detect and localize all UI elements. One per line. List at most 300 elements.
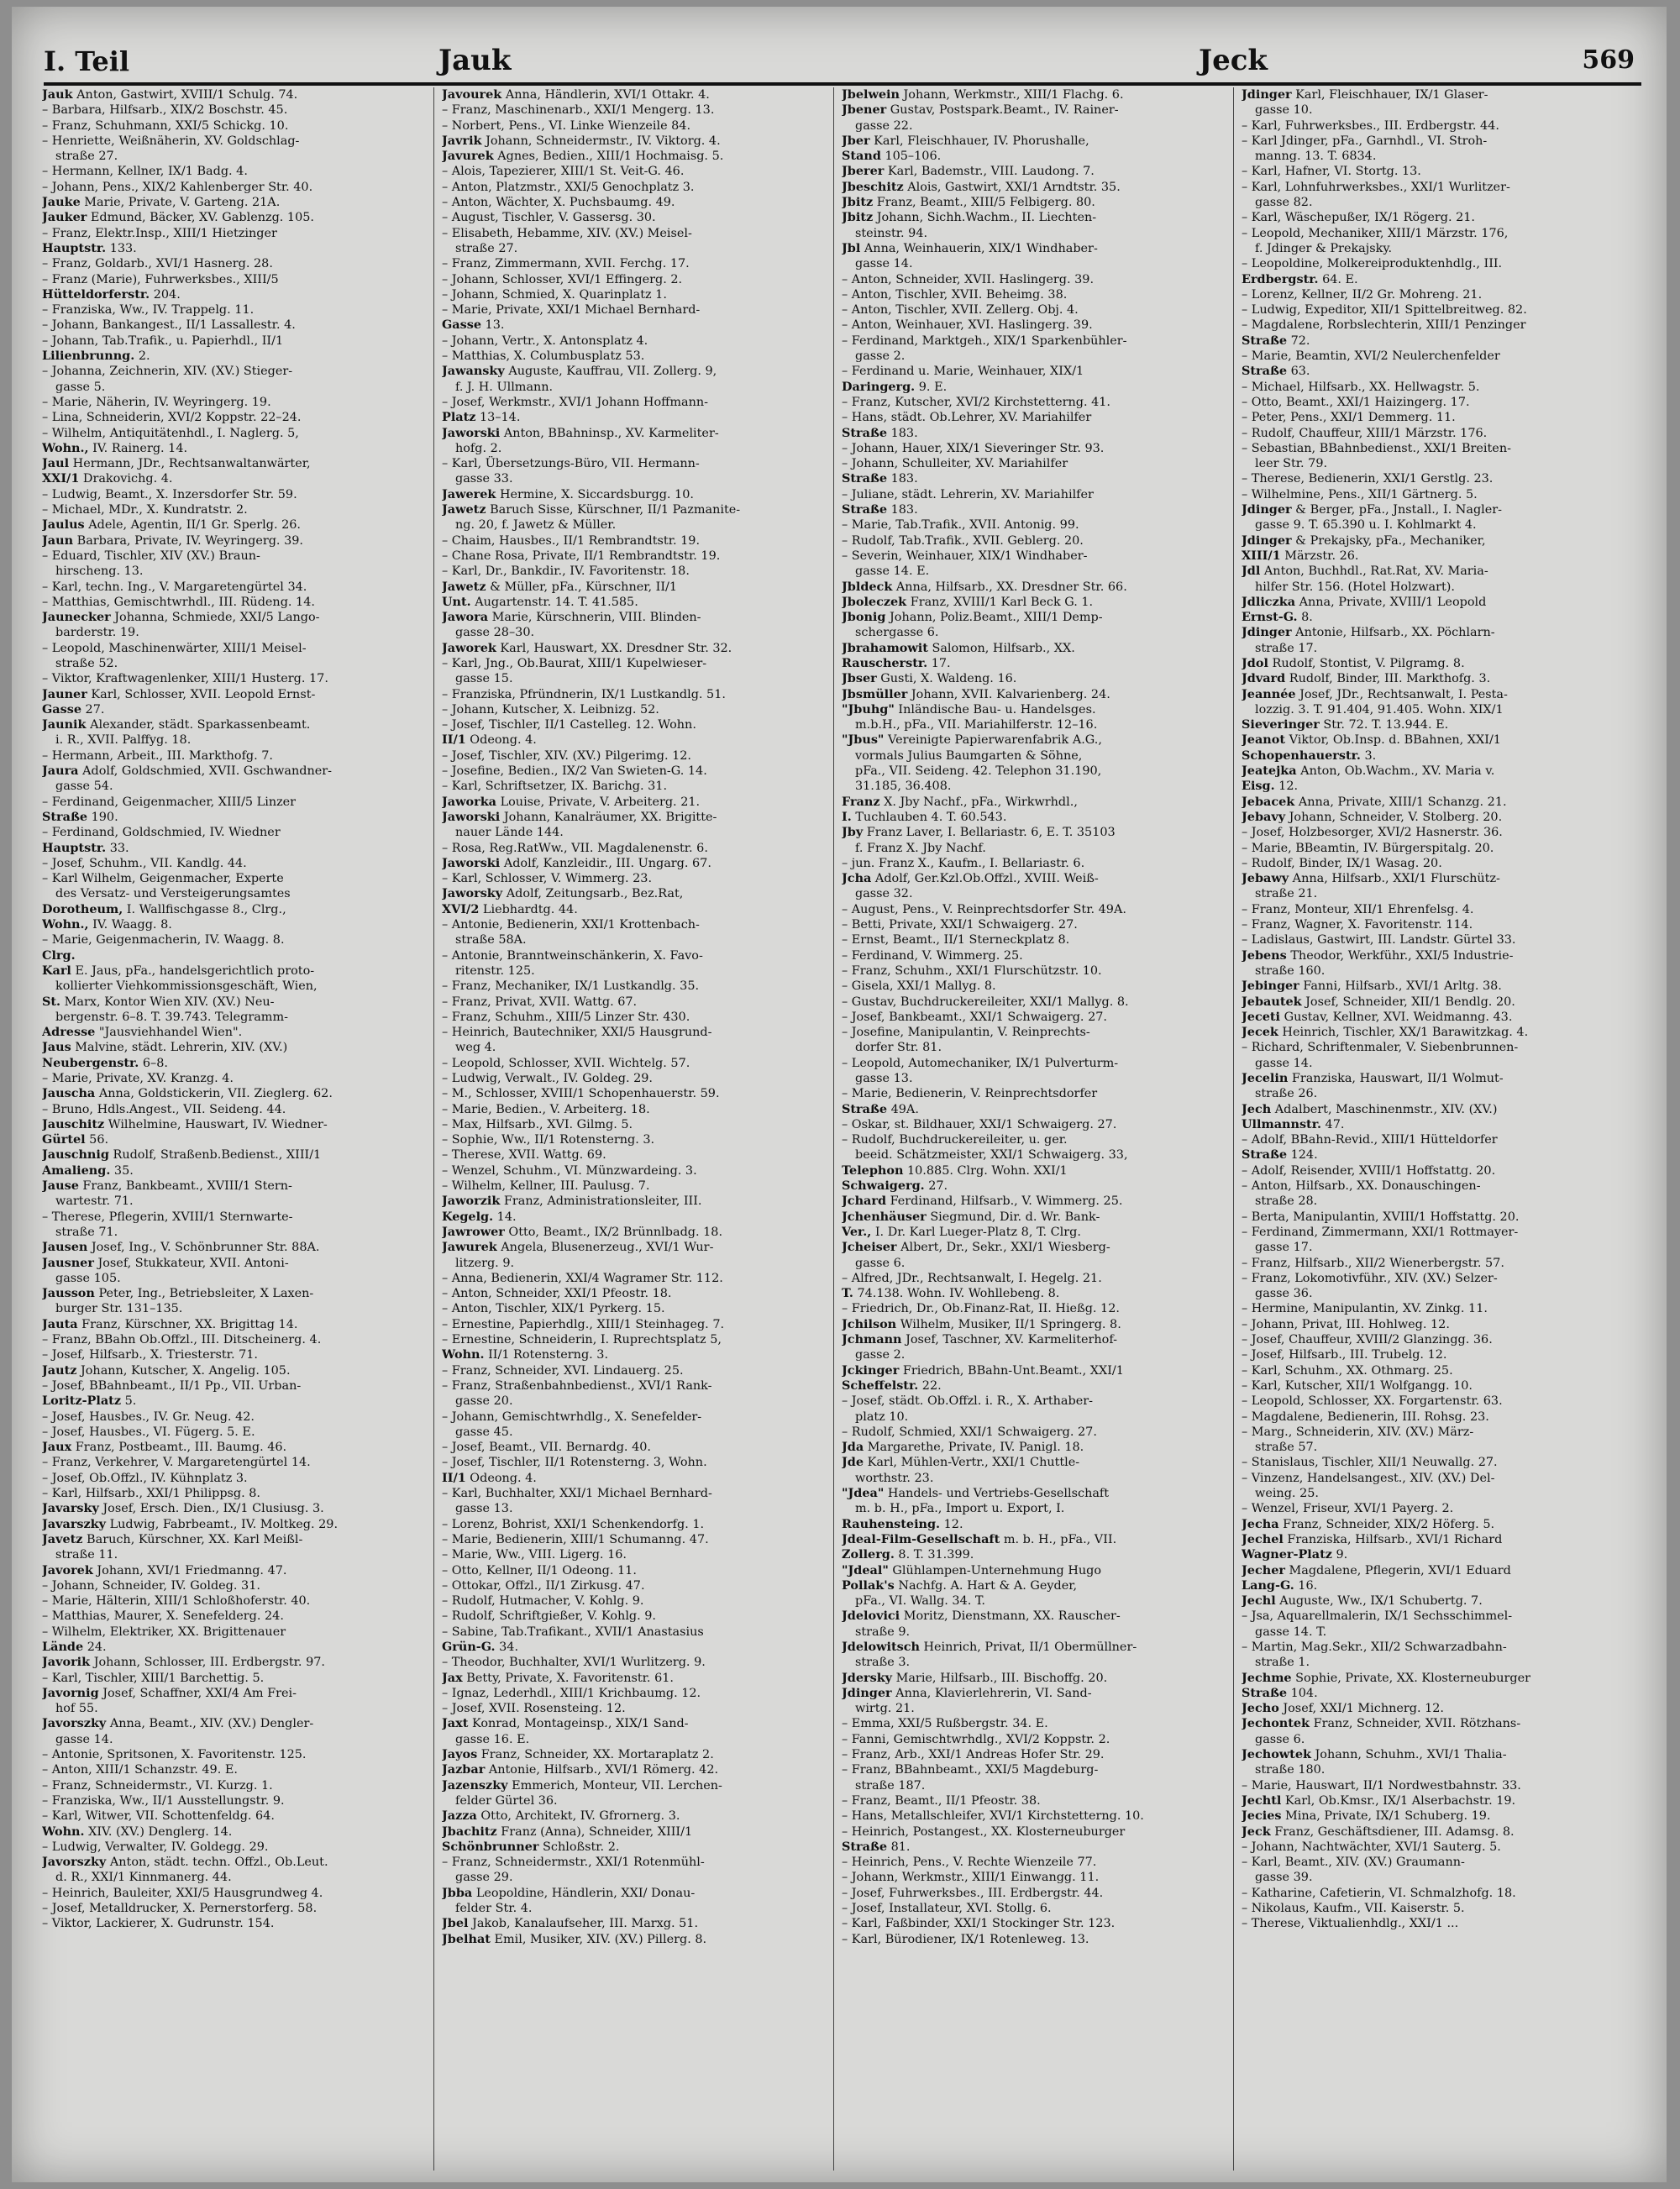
directory-entry-line: – Johann, Hauer, XIX/1 Sieveringer Str. 93. [842, 441, 1105, 455]
directory-entry-line: Hauptstr. 133. [42, 240, 137, 255]
directory-entry-line: Jebavy Johann, Schneider, V. Stolberg. 20. [1242, 809, 1503, 824]
directory-entry-line: steinstr. 94. [855, 226, 928, 240]
directory-entry-line: Jauker Edmund, Bäcker, XV. Gablenzg. 105. [42, 210, 314, 225]
directory-entry-line: gasse 14. [1255, 1056, 1313, 1070]
directory-entry-line: Jbldeck Anna, Hilfsarb., XX. Dresdner Str. 66. [842, 579, 1127, 594]
directory-entry-line: – Karl, Dr., Bankdir., IV. Favoritenstr. 18. [442, 564, 690, 579]
directory-entry-line: – Rudolf, Chauffeur, XIII/1 Märzstr. 176. [1242, 426, 1488, 440]
directory-entry-line: straße 180. [1255, 1763, 1326, 1777]
directory-entry-line: Jeck Franz, Geschäftsdiener, III. Adamsg. 8. [1242, 1824, 1515, 1839]
directory-entry-line: – August, Tischler, V. Gassersg. 30. [442, 211, 656, 225]
column-2 [442, 87, 824, 2171]
directory-entry-line: Straße 72. [1242, 333, 1310, 348]
directory-entry-line: – Ferdinand, Marktgeh., XIX/1 Sparkenbühler- [842, 333, 1127, 348]
column-divider [833, 87, 834, 2171]
directory-entry-line: – jun. Franz X., Kaufm., I. Bellariastr. 6. [842, 856, 1085, 870]
directory-entry-line: – Wilhelm, Elektriker, XX. Brigittenauer [42, 1625, 286, 1639]
right-running-head: Jeck [1199, 44, 1268, 77]
directory-entry-line: beeid. Schätzmeister, XXI/1 Schwaigerg. 33, [855, 1148, 1128, 1163]
directory-entry-line: – Ignaz, Lederhdl., XIII/1 Krichbaumg. 12. [442, 1686, 701, 1700]
directory-entry-line: – Fanni, Gemischtwrhdlg., XVI/2 Koppstr. 2. [842, 1732, 1110, 1746]
directory-entry-line: manng. 13. T. 6834. [1255, 150, 1377, 164]
directory-entry-line: Jebinger Fanni, Hilfsarb., XVI/1 Arltg. 38. [1242, 979, 1502, 994]
directory-entry-line: – Johann, Vertr., X. Antonsplatz 4. [442, 333, 648, 348]
directory-entry-line: Jbener Gustav, Postspark.Beamt., IV. Rainer- [842, 102, 1119, 118]
directory-entry-line: – Marie, Ww., VIII. Ligerg. 16. [442, 1548, 627, 1562]
directory-entry-line: Jaworek Karl, Hauswart, XX. Dresdner Str. 32. [442, 640, 732, 655]
directory-entry-line: Platz 13–14. [442, 410, 521, 425]
directory-entry-line: – Chane Rosa, Private, II/1 Rembrandtstr. 19. [442, 549, 721, 563]
directory-entry-line: Jcha Adolf, Ger.Kzl.Ob.Offzl., XVIII. Weiß- [842, 871, 1099, 886]
directory-entry-line: Ver., I. Dr. Karl Lueger-Platz 8, T. Clrg. [842, 1224, 1081, 1239]
directory-entry-line: – Franz, Arb., XXI/1 Andreas Hofer Str. 29. [842, 1748, 1105, 1762]
directory-entry-line: – Sabine, Tab.Trafikant., XVII/1 Anastasius [442, 1625, 704, 1639]
directory-page [12, 7, 1667, 2182]
directory-entry-line: Clrg. [42, 948, 76, 963]
directory-entry-line: Jauschnig Rudolf, Straßenb.Bedienst., XIII/1 [42, 1147, 322, 1163]
directory-entry-line: – Josef, XVII. Rosensteing. 12. [442, 1702, 626, 1716]
directory-entry-line: straße 3. [855, 1656, 911, 1670]
directory-entry-line: – Leopold, Maschinenwärter, XIII/1 Meisel- [42, 641, 307, 655]
directory-entry-line: Jbachitz Franz (Anna), Schneider, XIII/1 [442, 1824, 693, 1839]
directory-entry-line: – Marie, Bedienerin, XIII/1 Schumanng. 47. [442, 1532, 709, 1546]
directory-entry-line: Wohn. II/1 Rotensterng. 3. [442, 1347, 609, 1362]
directory-entry-line: – Betti, Private, XXI/1 Schwaigerg. 27. [842, 918, 1078, 932]
directory-entry-line: Daringerg. 9. E. [842, 379, 948, 394]
directory-entry-line: – Rudolf, Buchdruckereileiter, u. ger. [842, 1133, 1068, 1147]
directory-entry-line: – Josef, Hilfsarb., III. Trubelg. 12. [1242, 1348, 1447, 1362]
directory-entry-line: Gasse 27. [42, 701, 105, 717]
directory-entry-line: Jbelwein Johann, Werkmstr., XIII/1 Flachg. 6. [842, 87, 1124, 102]
directory-entry-line: – Juliane, städt. Lehrerin, XV. Mariahilfer [842, 487, 1094, 501]
directory-entry-line: – Karl, Tischler, XIII/1 Barchettig. 5. [42, 1671, 265, 1685]
directory-entry-line: Jbelhat Emil, Musiker, XIV. (XV.) Pillerg. 8. [442, 1931, 707, 1946]
directory-entry-line: – Leopold, Mechaniker, XIII/1 Märzstr. 176, [1242, 226, 1509, 240]
directory-entry-line: pFa., VI. Wallg. 34. T. [855, 1594, 985, 1609]
directory-entry-line: gasse 14. [55, 1732, 113, 1746]
directory-entry-line: – Rudolf, Schriftgießer, V. Kohlg. 9. [442, 1609, 657, 1624]
directory-entry-line: straße 52. [55, 656, 118, 670]
directory-entry-line: – Josef, Hausbes., IV. Gr. Neug. 42. [42, 1409, 255, 1424]
directory-entry-line: – Josef, Bankbeamt., XXI/1 Schwaigerg. 27. [842, 1010, 1107, 1024]
directory-entry-line: Jechowtek Johann, Schuhm., XVI/1 Thalia- [1242, 1747, 1507, 1762]
directory-entry-line: – Hermine, Manipulantin, XV. Zinkg. 11. [1242, 1302, 1488, 1316]
directory-entry-line: gasse 14. T. [1255, 1625, 1327, 1639]
directory-entry-line: gasse 33. [455, 472, 513, 486]
directory-entry-line: platz 10. [855, 1409, 909, 1424]
directory-entry-line: – Anton, Tischler, XIX/1 Pyrkerg. 15. [442, 1302, 665, 1316]
directory-entry-line: Jbrahamowit Salomon, Hilfsarb., XX. [842, 640, 1075, 655]
directory-entry-line: – M., Schlosser, XVIII/1 Schopenhauerstr. 59. [442, 1087, 720, 1101]
directory-entry-line: Jebens Theodor, Werkführ., XXI/5 Industrie- [1242, 948, 1514, 963]
directory-entry-line: Eisg. 12. [1242, 779, 1299, 794]
directory-entry-line: St. Marx, Kontor Wien XIV. (XV.) Neu- [42, 994, 275, 1009]
directory-entry-line: Jdl Anton, Buchhdl., Rat.Rat, XV. Maria- [1242, 564, 1488, 579]
directory-entry-line: gasse 22. [855, 118, 913, 133]
directory-entry-line: Jechontek Franz, Schneider, XVII. Rötzhans- [1242, 1716, 1521, 1731]
directory-entry-line: – Ferdinand, Zimmermann, XXI/1 Rottmayer- [1242, 1225, 1519, 1239]
directory-entry-line: – Ferdinand, V. Wimmerg. 25. [842, 948, 1023, 963]
directory-entry-line: – Richard, Schriftenmaler, V. Siebenbrunnen- [1242, 1041, 1519, 1055]
directory-entry-line: – Anton, Wächter, X. Puchsbaumg. 49. [442, 196, 675, 210]
page-number: 569 [1582, 45, 1635, 75]
directory-entry-line: – Josef, städt. Ob.Offzl. i. R., X. Arthaber- [842, 1394, 1093, 1409]
directory-entry-line: – Anton, Schneider, XVII. Haslingerg. 39. [842, 272, 1095, 286]
directory-entry-line: – Heinrich, Postangest., XX. Klosterneuburger [842, 1824, 1126, 1839]
directory-entry-line: Jauner Karl, Schlosser, XVII. Leopold Ernst- [42, 686, 316, 701]
directory-entry-line: – Karl, Schriftsetzer, IX. Barichg. 31. [442, 780, 668, 794]
directory-entry-line: gasse 28–30. [455, 626, 535, 640]
directory-entry-line: gasse 16. E. [455, 1732, 530, 1746]
directory-entry-line: f. Franz X. Jby Nachf. [855, 841, 986, 855]
directory-entry-line: Jecelin Franziska, Hauswart, II/1 Wolmut- [1242, 1071, 1504, 1085]
directory-entry-line: Jchenhäuser Siegmund, Dir. d. Wr. Bank- [842, 1209, 1100, 1224]
directory-entry-line: – Ferdinand, Goldschmied, IV. Wiedner [42, 826, 281, 840]
directory-entry-line: Jawetz Baruch Sisse, Kürschner, II/1 Pazmanite- [442, 502, 741, 517]
directory-entry-line: gasse 6. [1255, 1732, 1305, 1746]
directory-entry-line: – Heinrich, Bauleiter, XXI/5 Hausgrundweg 4. [42, 1886, 323, 1900]
directory-entry-line: Jda Margarethe, Private, IV. Panigl. 18. [842, 1440, 1084, 1455]
directory-entry-line: – Antonie, Bedienerin, XXI/1 Krottenbach- [442, 918, 700, 932]
directory-entry-line: Straße 183. [842, 425, 918, 440]
directory-entry-line: Jaun Barbara, Private, IV. Weyringerg. 39. [42, 533, 303, 548]
directory-entry-line: Jeannée Josef, JDr., Rechtsanwalt, I. Pesta- [1242, 686, 1508, 701]
directory-entry-line: straße 27. [455, 241, 518, 255]
directory-entry-line: gasse 17. [1255, 1241, 1313, 1255]
directory-entry-line: – Karl, Hilfsarb., XXI/1 Philippsg. 8. [42, 1487, 261, 1501]
directory-entry-line: – Josefine, Manipulantin, V. Reinprechts- [842, 1026, 1090, 1040]
directory-entry-line: – Franz, Schneider, XVI. Lindauerg. 25. [442, 1363, 684, 1378]
directory-entry-line: – Johann, Bankangest., II/1 Lassallestr. 4. [42, 318, 296, 333]
directory-entry-line: – Anton, Tischler, XVII. Beheimg. 38. [842, 287, 1068, 302]
directory-entry-line: – Franziska, Ww., IV. Trappelg. 11. [42, 303, 255, 318]
directory-entry-line: – Rudolf, Schmied, XXI/1 Schwaigerg. 27. [842, 1425, 1097, 1439]
directory-entry-line: Jby Franz Laver, I. Bellariastr. 6, E. T. 35103 [842, 825, 1116, 840]
directory-entry-line: Javurek Agnes, Bedien., XIII/1 Hochmaisg. 5. [442, 149, 724, 164]
left-running-head: Jauk [438, 44, 512, 77]
directory-entry-line: hof 55. [55, 1702, 98, 1716]
directory-entry-line: Unt. Augartenstr. 14. T. 41.585. [442, 594, 638, 609]
directory-entry-line: II/1 Odeong. 4. [442, 732, 537, 748]
directory-entry-line: hofg. 2. [455, 441, 502, 455]
directory-entry-line: – Leopold, Schlosser, XX. Forgartenstr. 63. [1242, 1394, 1503, 1409]
directory-entry-line: – Karl, Übersetzungs-Büro, VII. Hermann- [442, 457, 700, 471]
directory-entry-line: gasse 9. T. 65.390 u. I. Kohlmarkt 4. [1255, 518, 1477, 533]
directory-entry-line: – Leopoldine, Molkereiproduktenhdlg., III. [1242, 257, 1503, 271]
directory-entry-line: Jaunecker Johanna, Schmiede, XXI/5 Lango- [42, 610, 320, 625]
directory-entry-line: – Magdalene, Rorbslechterin, XIII/1 Penzinger [1242, 318, 1526, 333]
directory-entry-line: bergenstr. 6–8. T. 39.743. Telegramm- [55, 1010, 288, 1024]
directory-entry-line: Ernst-G. 8. [1242, 610, 1313, 625]
directory-entry-line: Jbser Gusti, X. Waldeng. 16. [842, 671, 1017, 686]
directory-entry-line: – Karl, Bürodiener, IX/1 Rotenleweg. 13. [842, 1932, 1089, 1946]
directory-entry-line: – Martin, Mag.Sekr., XII/2 Schwarzadbahn- [1242, 1640, 1507, 1654]
directory-entry-line: – Rosa, Reg.RatWw., VII. Magdalenenstr. 6. [442, 841, 708, 855]
directory-entry-line: – Josef, Metalldrucker, X. Pernerstorferg. 58. [42, 1902, 318, 1916]
directory-entry-line: burger Str. 131–135. [55, 1302, 183, 1316]
directory-entry-line: Jdvard Rudolf, Binder, III. Markthofg. 3. [1242, 671, 1491, 686]
directory-entry-line: Jaworski Johann, Kanalräumer, XX. Brigitte- [442, 809, 717, 824]
directory-entry-line: Straße 124. [1242, 1147, 1318, 1163]
directory-entry-line: – Franz, Schuhm., XIII/5 Linzer Str. 430. [442, 1010, 690, 1024]
directory-entry-line: Jbl Anna, Weinhauerin, XIX/1 Windhaber- [842, 240, 1098, 255]
directory-entry-line: – Leopold, Schlosser, XVII. Wichtelg. 57. [442, 1056, 690, 1070]
directory-entry-line: – Alfred, JDr., Rechtsanwalt, I. Hegelg. 21. [842, 1271, 1102, 1285]
directory-entry-line: – Ladislaus, Gastwirt, III. Landstr. Gürtel 33. [1242, 933, 1516, 948]
directory-entry-line: Jbitz Johann, Sichh.Wachm., II. Liechten- [842, 210, 1097, 225]
directory-entry-line: – Leopold, Automechaniker, IX/1 Pulverturm- [842, 1056, 1119, 1070]
directory-entry-line: f. Jdinger & Prekajsky. [1255, 241, 1393, 255]
directory-entry-line: – Karl, Beamt., XIV. (XV.) Graumann- [1242, 1856, 1465, 1870]
directory-entry-line: straße 9. [855, 1625, 911, 1639]
directory-entry-line: Zollerg. 8. T. 31.399. [842, 1547, 974, 1562]
directory-entry-line: Javorek Johann, XVI/1 Friedmanng. 47. [42, 1562, 287, 1577]
directory-entry-line: wirtg. 21. [855, 1702, 915, 1716]
directory-entry-line: straße 187. [855, 1778, 926, 1793]
directory-entry-line: i. R., XVII. Palffyg. 18. [55, 733, 192, 748]
column-divider [1233, 87, 1234, 2171]
directory-entry-line: Dorotheum, I. Wallfischgasse 8., Clrg., [42, 901, 286, 916]
directory-entry-line: Gürtel 56. [42, 1132, 109, 1147]
directory-entry-line: Jeatejka Anton, Ob.Wachm., XV. Maria v. [1242, 764, 1495, 779]
directory-entry-line: – Therese, Pflegerin, XVIII/1 Sternwarte- [42, 1210, 293, 1224]
directory-entry-line: – Franz, Schuhmann, XXI/5 Schickg. 10. [42, 118, 289, 133]
directory-entry-line: – Karl, Fuhrwerksbes., III. Erdbergstr. 44. [1242, 118, 1499, 133]
directory-entry-line: – Ernestine, Papierhdlg., XIII/1 Steinhageg. 7. [442, 1317, 725, 1331]
directory-entry-line: – Hans, Metallschleifer, XVI/1 Kirchstetterng. 10. [842, 1809, 1144, 1824]
directory-entry-line: – Chaim, Hausbes., II/1 Rembrandtstr. 19. [442, 533, 701, 548]
directory-entry-line: Straße 63. [1242, 364, 1310, 379]
directory-entry-line: Jbitz Franz, Beamt., XIII/5 Felbigerg. 80. [842, 195, 1095, 210]
directory-entry-line: Jdelovici Moritz, Dienstmann, XX. Rauscher- [842, 1609, 1121, 1624]
directory-entry-line: – Josef, Hilfsarb., X. Triesterstr. 71. [42, 1348, 258, 1362]
directory-entry-line: Jberer Karl, Bademstr., VIII. Laudong. 7. [842, 164, 1095, 179]
directory-entry-line: Javornig Josef, Schaffner, XXI/4 Am Frei- [42, 1685, 297, 1700]
directory-entry-line: weg 4. [455, 1041, 496, 1055]
directory-entry-line: Jecho Josef, XXI/1 Michnerg. 12. [1242, 1701, 1444, 1716]
directory-entry-line: – Johann, Schulleiter, XV. Mariahilfer [842, 457, 1068, 471]
directory-entry-line: – Karl, Kutscher, XII/1 Wolfgangg. 10. [1242, 1378, 1473, 1393]
directory-entry-line: – Josef, Werkmstr., XVI/1 Johann Hoffmann- [442, 395, 708, 409]
directory-entry-line: – Franz, Hilfsarb., XII/2 Wienerbergstr. 57. [1242, 1256, 1504, 1270]
directory-entry-line: weing. 25. [1255, 1487, 1319, 1501]
directory-entry-line: – Karl, Schlosser, V. Wimmerg. 23. [442, 872, 653, 886]
directory-entry-line: – Ludwig, Beamt., X. Inzersdorfer Str. 59. [42, 487, 297, 501]
directory-entry-line: Kegelg. 14. [442, 1209, 517, 1224]
directory-entry-line: straße 11. [55, 1548, 118, 1562]
directory-entry-line: felder Str. 4. [455, 1902, 533, 1916]
directory-entry-line: – Antonie, Spritsonen, X. Favoritenstr. 125. [42, 1748, 307, 1762]
directory-entry-line: – Johann, Privat, III. Hohlweg. 12. [1242, 1317, 1450, 1331]
directory-entry-line: – Johann, Kutscher, X. Leibnizg. 52. [442, 702, 659, 717]
directory-entry-line: Jawetz & Müller, pFa., Kürschner, II/1 [442, 579, 678, 594]
directory-entry-line: gasse 29. [455, 1871, 513, 1885]
directory-entry-line: – Karl, Jng., Ob.Baurat, XIII/1 Kupelwieser- [442, 656, 707, 670]
directory-entry-line: – Adolf, BBahn-Revid., XIII/1 Hütteldorfer [1242, 1133, 1498, 1147]
directory-entry-line: dorfer Str. 81. [855, 1041, 942, 1055]
directory-entry-line: – Hermann, Arbeit., III. Markthofg. 7. [42, 748, 273, 763]
directory-entry-line: – Elisabeth, Hebamme, XIV. (XV.) Meisel- [442, 226, 692, 240]
directory-entry-line: – Josef, Tischler, XIV. (XV.) Pilgerimg. 12. [442, 748, 691, 763]
directory-entry-line: Jbeschitz Alois, Gastwirt, XXI/1 Arndtstr. 35. [842, 179, 1121, 194]
directory-entry-line: – Bruno, Hdls.Angest., VII. Seideng. 44. [42, 1102, 286, 1116]
directory-entry-line: – Franz, Schneidermstr., VI. Kurzg. 1. [42, 1778, 273, 1793]
directory-entry-line: – Nikolaus, Kaufm., VII. Kaiserstr. 5. [1242, 1902, 1465, 1916]
directory-entry-line: Jber Karl, Fleischhauer, IV. Phorushalle, [842, 133, 1089, 148]
directory-entry-line: gasse 5. [55, 380, 106, 394]
directory-entry-line: gasse 14. E. [855, 564, 930, 579]
directory-entry-line: m.b.H., pFa., VII. Mariahilferstr. 12–16. [855, 718, 1098, 732]
directory-entry-line: Jbel Jakob, Kanalaufseher, III. Marxg. 51. [442, 1916, 699, 1931]
directory-entry-line: – Anton, Schneider, XXI/1 Pfeostr. 18. [442, 1287, 672, 1301]
directory-entry-line: Jechel Franziska, Hilfsarb., XVI/1 Richard [1242, 1531, 1503, 1546]
directory-entry-line: – Wenzel, Schuhm., VI. Münzwardeing. 3. [442, 1163, 697, 1178]
directory-entry-line: barderstr. 19. [55, 626, 139, 640]
directory-entry-line: Pollak's Nachfg. A. Hart & A. Geyder, [842, 1577, 1078, 1593]
directory-entry-line: Jechme Sophie, Private, XX. Klosterneuburger [1242, 1670, 1530, 1685]
directory-entry-line: – Anton, Platzmstr., XXI/5 Genochplatz 3. [442, 180, 695, 194]
directory-entry-line: Jazenszky Emmerich, Monteur, VII. Lerchen- [442, 1777, 722, 1793]
directory-entry-line: – Michael, MDr., X. Kundratstr. 2. [42, 503, 248, 517]
directory-entry-line: Lilienbrunng. 2. [42, 349, 150, 364]
directory-entry-line: Jbsmüller Johann, XVII. Kalvarienberg. 24. [842, 686, 1110, 701]
directory-entry-line: – Vinzenz, Handelsangest., XIV. (XV.) Del- [1242, 1471, 1495, 1485]
directory-entry-line: Jaworka Louise, Private, V. Arbeiterg. 21. [442, 794, 701, 809]
directory-entry-line: vormals Julius Baumgarten & Söhne, [855, 748, 1083, 763]
directory-entry-line: – Antonie, Branntweinschänkerin, X. Favo- [442, 948, 703, 963]
directory-entry-line: gasse 105. [55, 1271, 121, 1285]
directory-entry-line: gasse 15. [455, 672, 513, 686]
directory-entry-line: – Karl, Hafner, VI. Stortg. 13. [1242, 165, 1421, 179]
directory-entry-line: Jaunik Alexander, städt. Sparkassenbeamt. [42, 717, 311, 732]
directory-entry-line: – Ernst, Beamt., II/1 Sterneckplatz 8. [842, 933, 1070, 948]
directory-entry-line: – Marie, Bedien., V. Arbeiterg. 18. [442, 1102, 650, 1116]
directory-entry-line: Jawerek Hermine, X. Siccardsburgg. 10. [442, 486, 694, 501]
directory-entry-line: Schopenhauerstr. 3. [1242, 748, 1377, 763]
directory-entry-line: ng. 20, f. Jawetz & Müller. [455, 518, 617, 533]
directory-entry-line: straße 26. [1255, 1087, 1318, 1101]
directory-entry-line: – Anton, XIII/1 Schanzstr. 49. E. [42, 1763, 238, 1777]
directory-entry-line: Jausner Josef, Stukkateur, XVII. Antoni- [42, 1255, 289, 1270]
directory-entry-line: – Michael, Hilfsarb., XX. Hellwagstr. 5. [1242, 380, 1480, 394]
directory-entry-line: Jause Franz, Bankbeamt., XVIII/1 Stern- [42, 1178, 292, 1194]
directory-entry-line: – Franz, Privat, XVII. Wattg. 67. [442, 995, 638, 1009]
directory-entry-line: – Viktor, Kraftwagenlenker, XIII/1 Husterg. 17. [42, 672, 328, 686]
directory-entry-line: Neubergenstr. 6–8. [42, 1055, 168, 1070]
directory-entry-line: – Johann, Pens., XIX/2 Kahlenberger Str. 40. [42, 180, 313, 194]
directory-entry-line: – Marie, BBeamtin, IV. Bürgerspitalg. 20. [1242, 841, 1494, 855]
directory-entry-line: Jebautek Josef, Schneider, XII/1 Bendlg. 20. [1242, 994, 1515, 1009]
directory-entry-line: – Josef, Beamt., VII. Bernardg. 40. [442, 1441, 651, 1455]
directory-entry-line: Jeanot Viktor, Ob.Insp. d. BBahnen, XXI/1 [1242, 732, 1501, 748]
directory-entry-line: – Ludwig, Expeditor, XII/1 Spittelbreitweg. 82. [1242, 303, 1527, 318]
directory-entry-line: Javorszky Anton, städt. techn. Offzl., Ob.Leut. [42, 1855, 328, 1870]
page-header [44, 40, 1641, 77]
directory-entry-line: Jdinger Antonie, Hilfsarb., XX. Pöchlarn- [1242, 625, 1495, 640]
directory-entry-line: Jauschitz Wilhelmine, Hauswart, IV. Wiedner- [42, 1116, 328, 1131]
directory-entry-line: – Franziska, Pfründnerin, IX/1 Lustkandlg. 51. [442, 687, 726, 701]
directory-entry-line: – Karl, Wäschepußer, IX/1 Rögerg. 21. [1242, 211, 1475, 225]
directory-entry-line: – Josef, BBahnbeamt., II/1 Pp., VII. Urban- [42, 1378, 302, 1393]
directory-entry-line: Karl E. Jaus, pFa., handelsgerichtlich proto- [42, 963, 315, 978]
directory-entry-line: Adresse "Jausviehhandel Wien". [42, 1025, 243, 1040]
directory-entry-line: gasse 39. [1255, 1871, 1313, 1885]
directory-entry-line: Jawrower Otto, Beamt., IX/2 Brünnlbadg. 18. [442, 1224, 723, 1239]
column-1 [42, 87, 424, 2171]
directory-entry-line: – Marie, Hälterin, XIII/1 Schloßhoferstr. 40. [42, 1594, 311, 1609]
directory-entry-line: – Oskar, st. Bildhauer, XXI/1 Schwaigerg. 27. [842, 1117, 1117, 1131]
directory-entry-line: – Karl, Lohnfuhrwerksbes., XXI/1 Wurlitzer- [1242, 180, 1510, 194]
directory-entry-line: Jechtl Karl, Ob.Kmsr., IX/1 Alserbachstr. 19. [1242, 1793, 1516, 1808]
directory-entry-line: Grün-G. 34. [442, 1639, 519, 1654]
directory-entry-line: Jdelowitsch Heinrich, Privat, II/1 Obermüllner- [842, 1639, 1137, 1654]
directory-entry-line: – Lina, Schneiderin, XVI/2 Koppstr. 22–24. [42, 411, 302, 425]
directory-entry-line: Jbonig Johann, Poliz.Beamt., XIII/1 Demp- [842, 610, 1103, 625]
directory-entry-line: XXI/1 Drakovichg. 4. [42, 471, 173, 486]
directory-entry-line: Scheffelstr. 22. [842, 1378, 942, 1393]
directory-entry-line: Jaus Malvine, städt. Lehrerin, XIV. (XV.) [42, 1040, 288, 1055]
directory-entry-line: – Marie, Hauswart, II/1 Nordwestbahnstr. 33. [1242, 1778, 1521, 1793]
directory-entry-line: – Josef, Holzbesorger, XVI/2 Hasnerstr. 36. [1242, 826, 1503, 840]
directory-entry-line: – Katharine, Cafetierin, VI. Schmalzhofg. 18. [1242, 1886, 1516, 1900]
directory-entry-line: Jawansky Auguste, Kauffrau, VII. Zollerg. 9, [442, 364, 717, 379]
directory-entry-line: – Marie, Tab.Trafik., XVII. Antonig. 99. [842, 518, 1079, 533]
directory-entry-line: – Karl, Witwer, VII. Schottenfeldg. 64. [42, 1809, 275, 1824]
column-divider [433, 87, 434, 2171]
directory-entry-line: – Rudolf, Hutmacher, V. Kohlg. 9. [442, 1594, 644, 1609]
directory-entry-line: Straße 49A. [842, 1101, 919, 1116]
directory-entry-line: – Barbara, Hilfsarb., XIX/2 Boschstr. 45. [42, 103, 288, 118]
directory-entry-line: – Marie, Private, XXI/1 Michael Bernhard- [442, 303, 701, 318]
directory-entry-line: Jausson Peter, Ing., Betriebsleiter, X Laxen- [42, 1286, 314, 1301]
directory-entry-line: gasse 14. [855, 257, 913, 271]
directory-entry-line: 31.185, 36.408. [855, 780, 952, 794]
directory-entry-line: – Jsa, Aquarellmalerin, IX/1 Sechsschimmel- [1242, 1609, 1513, 1624]
directory-entry-line: schergasse 6. [855, 626, 939, 640]
directory-entry-line: – Johann, Werkmstr., XIII/1 Einwangg. 11. [842, 1871, 1100, 1885]
directory-entry-line: Jaworski Adolf, Kanzleidir., III. Ungarg. 67. [442, 855, 711, 870]
directory-entry-line: – Alois, Tapezierer, XIII/1 St. Veit-G. 46. [442, 165, 685, 179]
directory-entry-line: Lände 24. [42, 1639, 107, 1654]
directory-entry-line: – Sebastian, BBahnbedienst., XXI/1 Breiten- [1242, 441, 1511, 455]
directory-entry-line: des Versatz- und Versteigerungsamtes [55, 887, 291, 901]
directory-entry-line: Hütteldorferstr. 204. [42, 286, 181, 302]
directory-entry-line: Jausen Josef, Ing., V. Schönbrunner Str. 88A. [42, 1240, 320, 1255]
directory-entry-line: XIII/1 Märzstr. 26. [1242, 548, 1359, 563]
directory-entry-line: – Franz, Elektr.Insp., XIII/1 Hietzinger [42, 226, 277, 240]
directory-entry-line: – Josef, Tischler, II/1 Rotensterng. 3, Wohn. [442, 1456, 707, 1470]
directory-entry-line: – Gisela, XXI/1 Mallyg. 8. [842, 979, 996, 994]
directory-entry-line: Javorik Johann, Schlosser, III. Erdbergstr. 97. [42, 1655, 325, 1670]
directory-entry-line: – Josef, Tischler, II/1 Castelleg. 12. Wohn. [442, 718, 696, 732]
directory-entry-line: Jdeal-Film-Gesellschaft m. b. H., pFa., VII. [842, 1531, 1117, 1546]
directory-entry-line: Schönbrunner Schloßstr. 2. [442, 1839, 620, 1854]
directory-entry-line: – Wilhelmine, Pens., XII/1 Gärtnerg. 5. [1242, 487, 1478, 501]
directory-entry-line: – Johann, Schlosser, XVI/1 Effingerg. 2. [442, 272, 683, 286]
directory-entry-line: Jazza Otto, Architekt, IV. Gfrornerg. 3. [442, 1808, 680, 1824]
directory-entry-line: – Therese, XVII. Wattg. 69. [442, 1148, 606, 1163]
directory-entry-line: Hauptstr. 33. [42, 840, 129, 855]
directory-entry-line: straße 160. [1255, 963, 1326, 978]
directory-entry-line: – Franz, Goldarb., XVI/1 Hasnerg. 28. [42, 257, 273, 271]
directory-entry-line: – Matthias, Gemischtwrhdl., III. Rüdeng. 14. [42, 595, 315, 609]
directory-entry-line: lozzig. 3. T. 91.404, 91.405. Wohn. XIX/1 [1255, 702, 1504, 717]
directory-entry-line: – Franz, Wagner, X. Favoritenstr. 114. [1242, 918, 1473, 932]
directory-entry-line: Jech Adalbert, Maschinenmstr., XIV. (XV.) [1242, 1101, 1498, 1116]
directory-entry-line: – Adolf, Reisender, XVIII/1 Hoffstattg. 20. [1242, 1163, 1496, 1178]
directory-entry-line: – Heinrich, Pens., V. Rechte Wienzeile 77. [842, 1856, 1097, 1870]
directory-entry-line: "Jdea" Handels- und Vertriebs-Gesellschaft [842, 1486, 1110, 1501]
